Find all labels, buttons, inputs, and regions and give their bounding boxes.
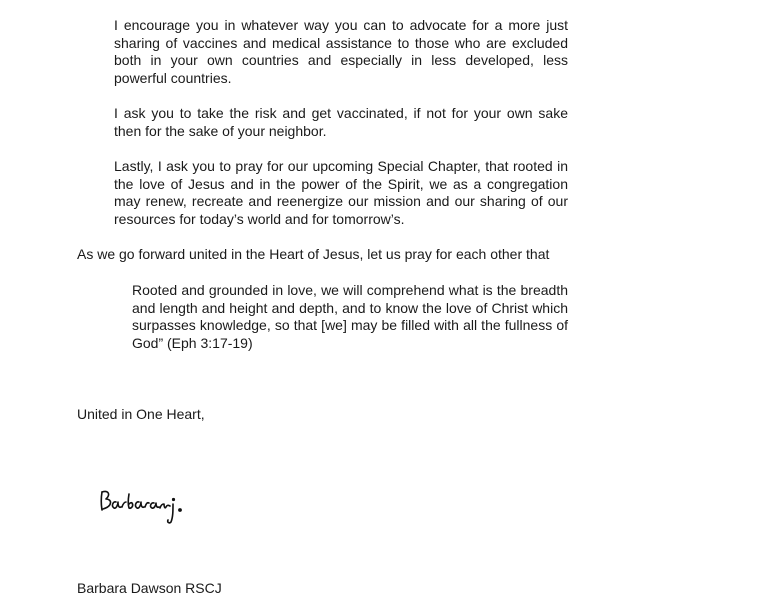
paragraph-vaccinate: I ask you to take the risk and get vaccinated, if not for your own sake then for the sake of your neighbor. <box>114 105 568 139</box>
signatory-name: Barbara Dawson RSCJ <box>77 580 222 596</box>
scripture-quote: Rooted and grounded in love, we will comprehend what is the breadth and length and height and depth, and to know the love of Christ which surpasses knowledge, so that [we] may be filled with all the fullness of God” (Eph 3:17-19) <box>132 282 568 351</box>
closing-salutation: United in One Heart, <box>77 406 205 422</box>
paragraph-forward: As we go forward united in the Heart of Jesus, let us pray for each other that <box>77 246 550 262</box>
paragraph-pray: Lastly, I ask you to pray for our upcoming Special Chapter, that rooted in the love of Jesus and in the power of the Spirit, we as a congregation may renew, recreate and reenergize our mission and our sharing of our resources for today’s world and for tomorrow’s. <box>114 158 568 227</box>
handwritten-signature <box>96 484 196 534</box>
paragraph-advocate: I encourage you in whatever way you can to advocate for a more just sharing of vaccines and medical assistance to those who are excluded both in your own countries and especially in less developed, less powerful countries. <box>114 17 568 86</box>
